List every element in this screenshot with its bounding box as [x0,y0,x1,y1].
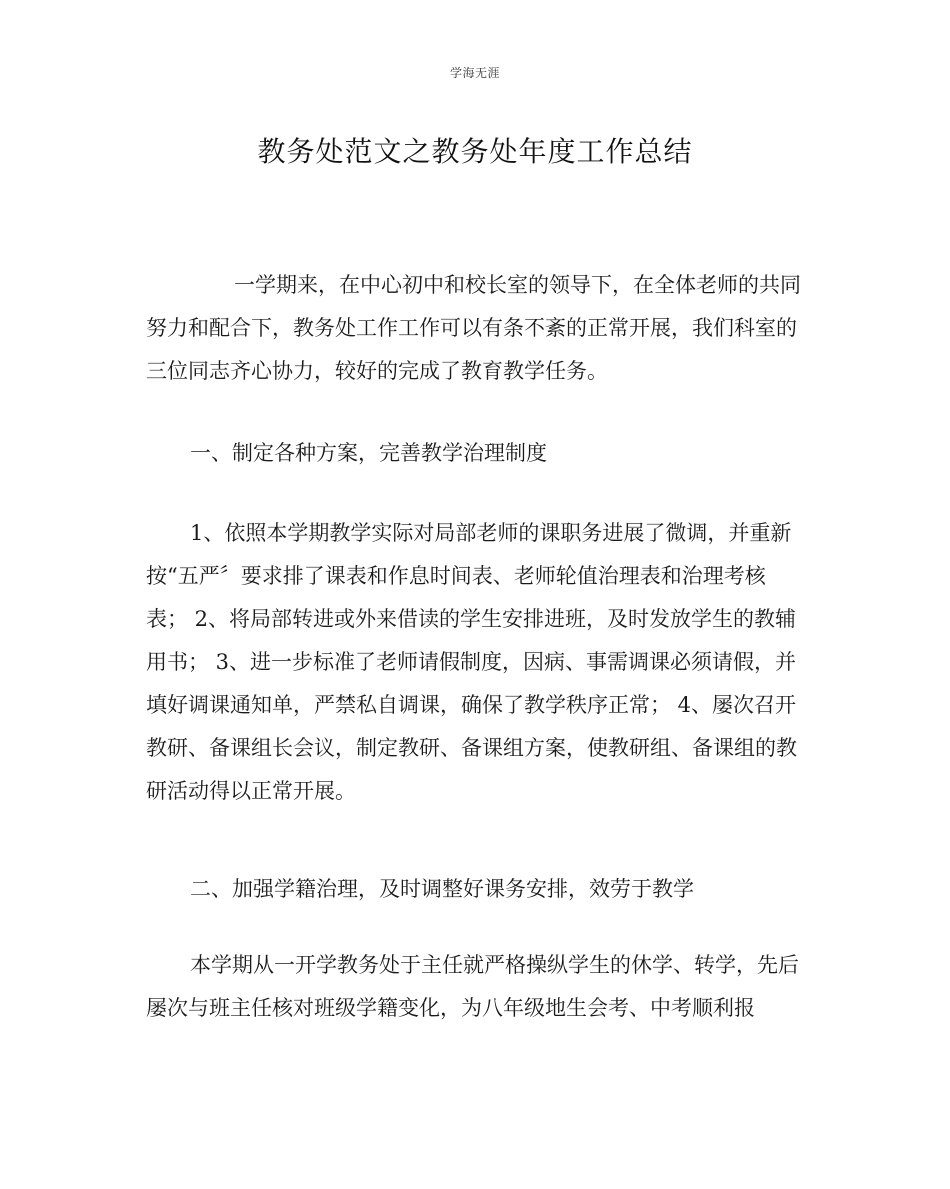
section-1-heading: 一、制定各种方案，完善教学治理制度 [190,441,547,465]
section-2-heading: 二、加强学籍治理，及时调整好课务安排，效劳于教学 [190,877,694,901]
document-title: 教务处范文之教务处年度工作总结 [257,135,693,168]
page-header: 学海无涯 [449,66,500,80]
intro-paragraph: 一学期来，在中心初中和校长室的领导下，在全体老师的共同努力和配合下，教务处工作工作可以有条不紊的正常开展，我们科室的三位同志齐心协力，较好的完成了教育教学任务。 [146,273,801,383]
section-1-paragraph: 1、依照本学期教学实际对局部老师的课职务进展了微调，并重新按“五严〞要求排了课表和作息时间表、老师轮值治理表和治理考核表； 2、将局部转进或外来借读的学生安排进班，及时发放学生的教辅用书； 3、进一步标准了老师请假制度，因病、事需调课必须请假，并填好调课通知单，严禁私自调课，确保了教学秩序正常； 4、屡次召开教研、备课组长会议，制定教研、备课组方案，使教研组、备课组的教研活动得以正常开展。 [146,521,797,803]
section-2-paragraph: 本学期从一开学教务处于主任就严格操纵学生的休学、转学，先后屡次与班主任核对班级学籍变化，为八年级地生会考、中考顺利报 [146,953,799,1020]
